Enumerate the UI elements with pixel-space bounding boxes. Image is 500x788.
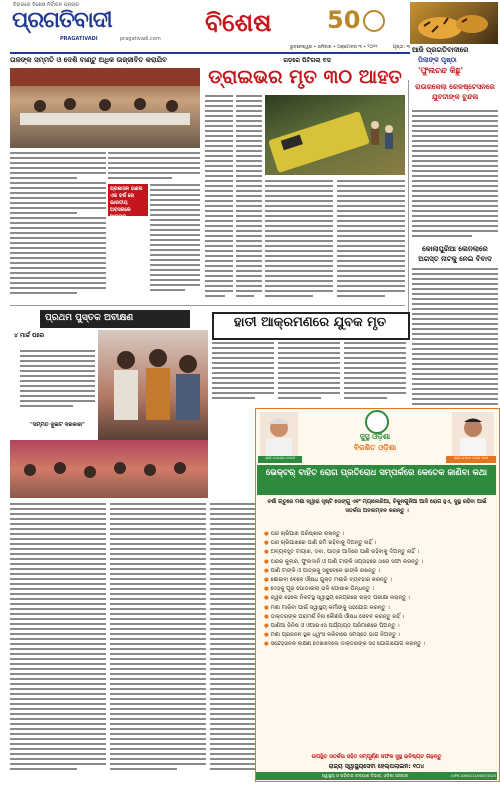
top-story-col-3 (265, 180, 333, 305)
left-story-headline[interactable]: ତାଳଙ୍କ ସମ୍ମତି ଓ ଦେଶି ବାଣ୍ଟୁ ଅଧିକ ଉଜ୍ଜୀବିତ କରାଯିବ (10, 56, 167, 64)
left-story-photo (10, 68, 200, 148)
elephant-story-col-2 (278, 342, 340, 407)
tiger-illustration-icon (410, 2, 498, 44)
leader-portrait-icon (260, 412, 298, 456)
dateline: ଭୁବନେଶ୍ୱର • ଶନିବାର • ଅକ୍ଟୋବର ୩ • ୨୦୨୧ (290, 45, 378, 50)
ad-bullet: ● ପାଣିଆ ଜିନିଷ ଓ ଓଆରଏସ ପର୍ଯ୍ୟାପ୍ତ ପରିମାଣରେ ପିଅନ୍ତୁ । (264, 623, 400, 630)
bullet-dot-icon: ● (264, 577, 271, 584)
promo-head: ଆଜି ପ୍ରଗତିବାଦୀରେ (412, 46, 469, 54)
ad-bullet: ● ମଶା ପ୍ରଜନନ ସ୍ଥଳ ଧ୍ୱଂସ କରିବାରେ ସମସ୍ତେ ଭାଗ ନିଅନ୍ତୁ । (264, 632, 401, 639)
left-story-body-2 (108, 152, 200, 182)
right-col-head-1[interactable]: ରାଉରକେଲା ରେଳଷ୍ଟେସନରେ ଯୁବତୀଙ୍କ ବୁନ୍ଦଳା (415, 83, 495, 101)
bullet-dot-icon: ● (264, 641, 271, 648)
ad-bullet: ● ଅବ୍ୟବହୃତ ଟାୟାର, ଡବା, ପାତ୍ର ଆଦିରେ ପାଣି ରହିବାକୁ ଦିଅନ୍ତୁ ନାହିଁ । (264, 549, 419, 556)
mid-story-date: ୪ ମାର୍ଚ୍ଚ ପରେ (14, 332, 45, 339)
elephant-story-col-1 (212, 342, 274, 407)
promo-image-tiger[interactable] (410, 2, 498, 44)
right-col-head-2[interactable]: କୋଲାପୁରିଆ ଲେନଲାରେ ଅଗସ୍ତ ନାଟକୁ ନେଇ ବିବାଦ (418, 245, 492, 263)
masthead-logo-en: PRAGATIVADI (60, 36, 98, 42)
right-col-divider (408, 80, 409, 325)
book-release-photo (98, 330, 208, 440)
ad-slogan-2: ବିକଶିତ ଓଡ଼ିଶା (353, 443, 397, 452)
mid-story-col-1 (10, 503, 106, 773)
ad-bullet: ● ଜ୍ୱର ହେଲେ ନିକଟସ୍ଥ ସ୍ୱାସ୍ଥ୍ୟ କେନ୍ଦ୍ରରେ ରକ୍ତ ପରୀକ୍ଷା କରାନ୍ତୁ । (264, 595, 411, 602)
ad-bullet: ● ପାଣି ଟାଙ୍କି ଓ ପାତ୍ରକୁ ସବୁବେଳେ ଢାଙ୍କି ରଖନ୍ତୁ । (264, 567, 381, 574)
elephant-story-col-3 (344, 342, 406, 407)
anniversary-number: 50 (327, 6, 361, 34)
mid-story-quote: "ସମ୍ମତ ଦୁଇଟ ଦରକାର" (30, 422, 85, 428)
ad-intro: ବର୍ଷା ଋତୁରେ ମଶା ଦ୍ୱାରା ସୃଷ୍ଟି ଡେଙ୍ଗୁ ଏବଂ ମ୍ୟାଲେରିଆ, ଚିକୁନଗୁନିଆ ଆଦି ରୋଗ ହୁଏ, ସୁସ୍ଥ ରହିବା ପାଇଁ ସତର୍କତା ଅବଲମ୍ବନ କରନ୍ତୁ । (267, 499, 487, 514)
ad-bullet: ● ଶୋଇବା ବେଳେ ଔଷଧ ଯୁକ୍ତ ମଶାରି ବ୍ୟବହାର କରନ୍ତୁ । (264, 577, 392, 584)
ad-banner: ଭେକ୍ଟର୍ ବାହିତ ରୋଗ ପ୍ରତିରୋଧ ସମ୍ପର୍କରେ କେତେକ ଜାଣିବା କଥା (265, 468, 488, 478)
masthead-rule (10, 52, 410, 54)
ad-slogan: ସୁସ୍ଥ ଓଡ଼ିଶା (359, 432, 391, 441)
section-rule (10, 305, 405, 306)
ad-bullet-list (264, 530, 492, 650)
top-story-col-2 (236, 95, 262, 305)
bullet-dot-icon: ● (264, 531, 271, 537)
top-story-headline[interactable]: ଡ୍ରାଇଭର ମୃତ ୩୦ ଆହତ (208, 66, 402, 88)
masthead-tagline: ବିହାରରେ ବିଶେଷ ନିର୍ବାଚନ ପ୍ରଚାର (13, 2, 79, 8)
meeting-photo-icon (10, 68, 200, 148)
top-story-col-4 (337, 180, 405, 305)
right-col-body-1 (412, 110, 498, 242)
left-story-body-3 (150, 184, 200, 299)
ad-code: OIPR-10601/11/0007/2425 (451, 774, 496, 778)
promo-sub: ପିଲାଙ୍କ ପୃଷ୍ଠା (418, 56, 457, 64)
masthead-site[interactable]: pragativadi.com (120, 36, 161, 42)
left-story-pullquote: ପ୍ରଶାସନ ଗଣନା ଏକ ବର୍ଷ ରେ ଭାରତୀୟ ଅବସରରେ ଆରମ୍ଭ (110, 186, 143, 220)
crashed-bus-icon (265, 95, 405, 175)
mid-story-col-2 (110, 503, 206, 773)
bullet-dot-icon: ● (264, 623, 271, 630)
ad-bullet: ● ଡାକ୍ତରଙ୍କ ପରାମର୍ଶ ବିନା କୌଣସି ଔଷଧ ସେବନ କରନ୍ତୁ ନାହିଁ । (264, 613, 405, 620)
page-number: ପୃଷ୍ଠା: ୩ (392, 45, 410, 50)
anniversary-badge (325, 4, 385, 44)
anniversary-emblem (363, 10, 385, 32)
bullet-dot-icon: ● (264, 549, 271, 556)
bullet-dot-icon: ● (264, 558, 271, 565)
masthead-logo[interactable]: ପ୍ରଗତିବାଦୀ (12, 8, 112, 33)
bullet-dot-icon: ● (264, 604, 271, 611)
bullet-dot-icon: ● (264, 540, 271, 547)
bullet-dot-icon: ● (264, 632, 271, 639)
bus-accident-photo (265, 95, 405, 175)
book-release-icon (98, 330, 208, 440)
ad-footer-2[interactable]: ରାଜ୍ୟ ସ୍ୱାସ୍ଥ୍ୟସେବା ହେଲ୍ପଲାଇନ: ୧୦୪ (328, 763, 425, 770)
elephant-story-headline[interactable]: ହାତୀ ଆକ୍ରମଣରେ ଯୁବକ ମୃତ (233, 315, 387, 330)
bullet-dot-icon: ● (264, 586, 271, 593)
mid-story-intro (20, 350, 95, 420)
left-story-body (10, 152, 106, 300)
bullet-dot-icon: ● (264, 613, 271, 620)
ad-portrait-left (260, 412, 298, 456)
ad-bullet: ● ସନ୍ଦେହଜନକ ଲକ୍ଷଣ ଦେଖାଦେଲେ ଡାକ୍ତରଙ୍କ ସହ ଯୋଗାଯୋଗ କରନ୍ତୁ । (264, 641, 426, 648)
section-title: ବିଶେଷ (205, 8, 272, 37)
chief-minister-portrait-icon (452, 412, 494, 456)
top-story-kicker: ଗଡ଼ରେ ପିଟିଗଲା ବସ (283, 57, 331, 64)
promo-title[interactable]: 'ଫୁଲଚନ୍ଦ କିଛୁ' (418, 66, 464, 75)
top-story-col-1 (205, 95, 233, 305)
ad-left-caption: ଶ୍ରୀ ନରେନ୍ଦ୍ର ମୋଦୀ (258, 456, 302, 463)
ad-right-caption: ଶ୍ରୀ ମୋହନ ଚରଣ ମାଝୀ (446, 456, 496, 463)
ad-bullet: ● ମଶା ମାରିବା ପାଇଁ ସ୍ୱାସ୍ଥ୍ୟ କର୍ମୀଙ୍କୁ ସହଯୋଗ କରନ୍ତୁ । (264, 604, 390, 611)
mid-story-headline[interactable]: ପ୍ରଥମ ପୁସ୍ତକ ଅବୀକ୍ଷଣ (45, 313, 134, 323)
ad-bullet: ● ଘର ଚାରିପାଖରେ ପାଣି ଜମି ରହିବାକୁ ଦିଅନ୍ତୁ ନାହିଁ । (264, 540, 377, 547)
ad-bullet: ● ଘରର କୁଲର, ଫୁଲଦାନି ଓ ପାଣି ଟାଙ୍କି ସପ୍ତାହରେ ଥରେ ସଫା କରନ୍ତୁ । (264, 558, 424, 565)
ad-bullet: ● ଘର ଚାରିପାଖ ପରିଷ୍କାର ରଖନ୍ତୁ । (264, 531, 345, 537)
ad-footer-1: ଉପସ୍ଥିତ ସତର୍କତା ସହିତ ସମ୍ପୂର୍ଣ୍ଣ ସଫଳ ସୁସ୍ଥ ଭବିଷ୍ୟତ ଗଢ଼ନ୍ତୁ (311, 754, 442, 760)
audience-photo (10, 440, 208, 498)
ad-footer-3: ସ୍ୱାସ୍ଥ୍ୟ ଓ ପରିବାର କଲ୍ୟାଣ ବିଭାଗ, ଓଡ଼ିଶା ସରକାର (321, 773, 409, 778)
ad-bullet: ● ଦେହକୁ ପୂରା ଘୋଡାଇଲା ଭଳି ପୋଷାକ ପିନ୍ଧନ୍ତୁ । (264, 586, 375, 593)
ad-portrait-right (452, 412, 494, 456)
audience-icon (10, 440, 208, 498)
odisha-emblem-icon (365, 410, 389, 434)
bullet-dot-icon: ● (264, 595, 271, 602)
bullet-dot-icon: ● (264, 567, 271, 574)
